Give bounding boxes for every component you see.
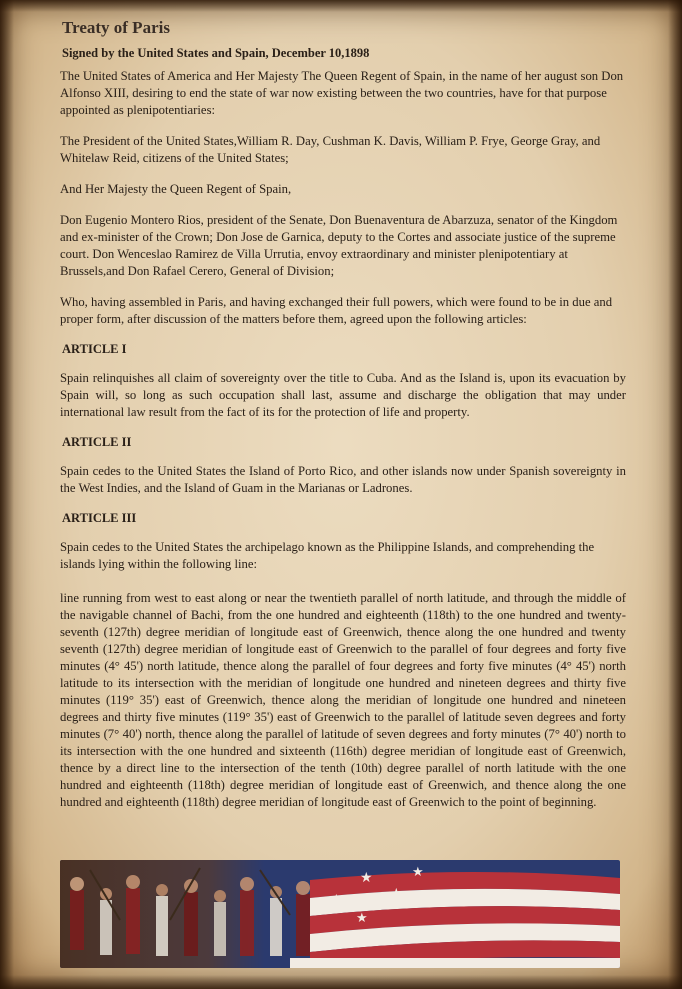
svg-text:★: ★ xyxy=(412,865,424,880)
svg-text:★: ★ xyxy=(390,886,403,902)
flag-battle-banner-image xyxy=(60,860,620,968)
intro-paragraph: The United States of America and Her Majesty The Queen Regent of Spain, in the name of her august son Don Alfonso XIII, desiring to end the state of war now existing between the two countries, have for that purpose appointed as plenipotentiaries: xyxy=(60,69,624,117)
spain-delegates-paragraph: Don Eugenio Montero Rios, president of the Senate, Don Buenaventura de Abarzuza, senator of the Kingdom and ex-minister of the Crown; Don Jose de Garnica, deputy to the Cortes and associate justice of the supreme court. Don Wenceslao Ramirez de Villa Urrutia, envoy extraordinary and minister plenipotentiary at Brussels,and Don Rafael Cerero, General of Division; xyxy=(60,213,618,278)
article-1-text: Spain relinquishes all claim of sovereignty over the title to Cuba. And as the Island is, upon its evacuation by Spain will, so long as such occupation shall last, assume and discharge the obligation that may under international law result from the fact of its for the protection of life and property. xyxy=(60,371,626,419)
us-delegates-paragraph: The President of the United States,William R. Day, Cushman K. Davis, William P. Frye, George Gray, and Whitelaw Reid, citizens of the United States; xyxy=(60,134,601,165)
banner-illustration xyxy=(60,860,620,968)
article-3-text: Spain cedes to the United States the archipelago known as the Philippine Islands, and comprehending the islands lying within the following line: xyxy=(60,540,595,571)
article-2-text: Spain cedes to the United States the Island of Porto Rico, and other islands now under Spanish sovereignty in the West Indies, and the Island of Guam in the Marianas or Ladrones. xyxy=(60,464,626,495)
document-body xyxy=(60,18,626,825)
article-1-heading: ARTICLE I xyxy=(62,342,127,356)
burnt-edge-right xyxy=(668,0,682,989)
burnt-edge-top xyxy=(0,0,682,12)
burnt-edge-left xyxy=(0,0,14,989)
queen-paragraph: And Her Majesty the Queen Regent of Spain, xyxy=(60,182,292,196)
article-3-heading: ARTICLE III xyxy=(62,511,137,525)
assembled-paragraph: Who, having assembled in Paris, and having exchanged their full powers, which were found to be in due and proper form, after discussion of the matters before them, agreed upon the following articles: xyxy=(60,295,613,326)
article-2-heading: ARTICLE II xyxy=(62,435,132,449)
burnt-edge-bottom xyxy=(0,975,682,989)
article-3-boundary-text: line running from west to east along or near the twentieth parallel of north latitude, and through the middle of the navigable channel of Bachi, from the one hundred and eighteenth (118th) to the one hundred and twenty-seventh (127th) degree meridian of longitude east of Greenwich, thence along the one hundred and twenty seventh (127th) degree meridian of longitude east of Greenwich to the parallel of four degrees and forty five minutes (4° 45') north latitude, thence along the parallel of four degrees and forty five minutes (4° 45') north latitude to its intersection with the meridian of longitude one hundred and nineteen degrees and thirty five minutes (119° 35') east of Greenwich, thence along the meridian of longitude one hundred and nineteen degrees and thirty five minutes (119° 35') east of Greenwich to the parallel of latitude seven degrees and forty minutes (7° 40') north, thence along the parallel of latitude of seven degrees and forty minutes (7° 40') north to its intersection with the one hundred and sixteenth (116th) degree meridian of longitude east of Greenwich, thence by a direct line to the intersection of the tenth (10th) degree parallel of north latitude with the one hundred and eighteenth (118th) degree meridian of longitude east of Greenwich, and thence along the one hundred and eighteenth (118th) degree meridian of longitude east of Greenwich to the point of beginning. xyxy=(60,591,626,809)
document-title: Treaty of Paris xyxy=(62,18,170,37)
document-subtitle: Signed by the United States and Spain, December 10,1898 xyxy=(62,46,370,60)
